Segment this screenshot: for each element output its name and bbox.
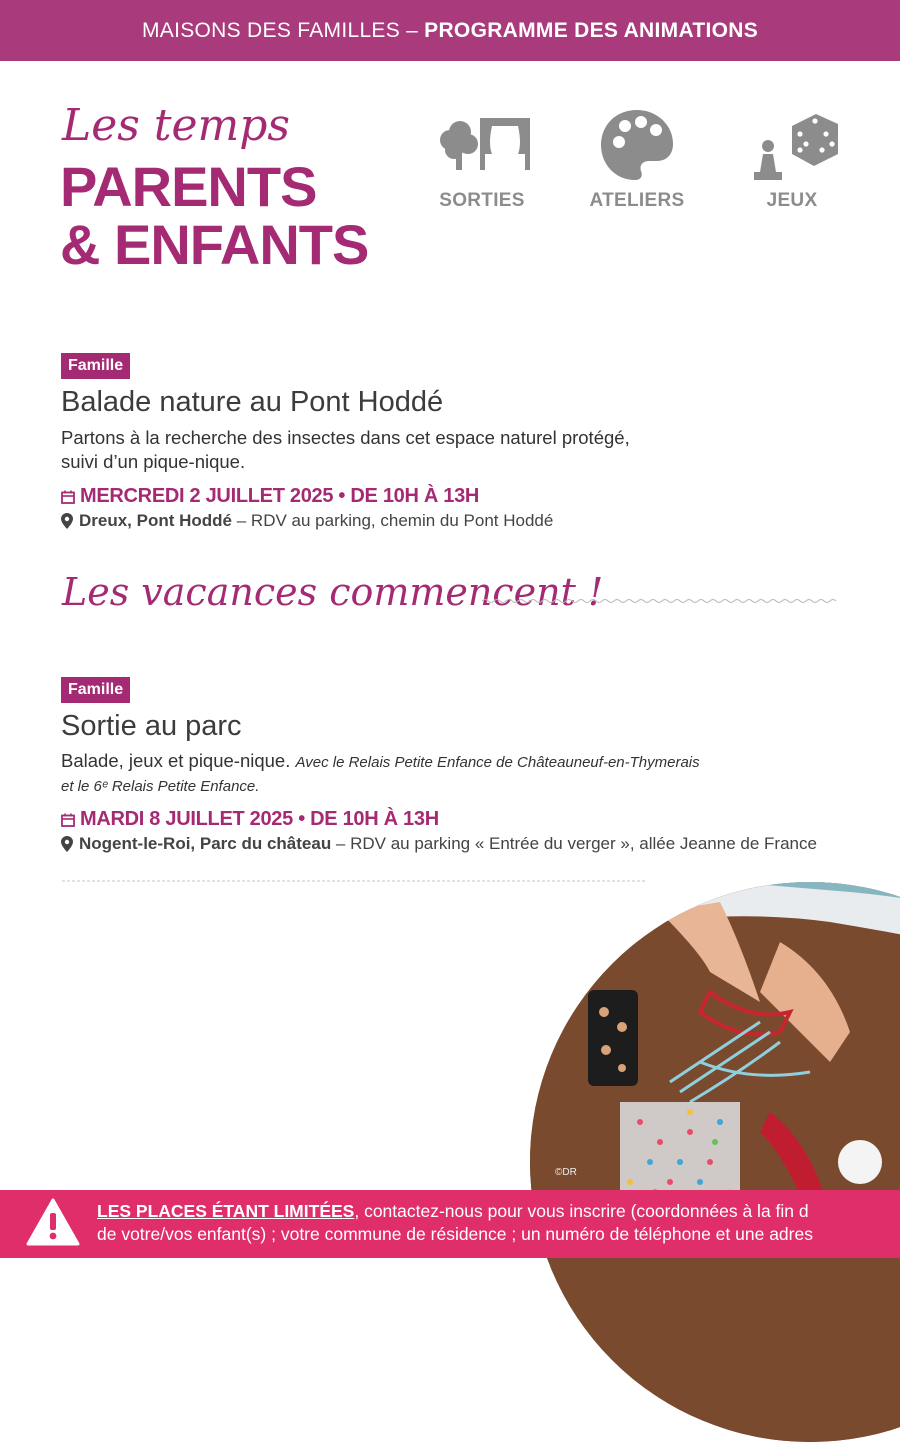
warning-banner [0, 1190, 900, 1258]
map-pin-icon [61, 836, 73, 852]
event-1-date [61, 485, 479, 508]
header-prefix: MAISONS DES FAMILLES – [141, 18, 419, 42]
event-1-description [61, 426, 821, 474]
event-2-title: Sortie au parc [61, 710, 242, 742]
event-divider [62, 876, 646, 886]
event-1-date-text: MERCREDI 2 JUILLET 2025 • DE 10H À 13H [80, 485, 480, 507]
map-pin-icon [61, 513, 73, 529]
section-title: Les vacances commencent ! [62, 570, 604, 614]
event-1-place: Dreux, Pont Hoddé [79, 511, 233, 530]
category-label-sorties: SORTIES [439, 190, 525, 211]
section-divider [482, 596, 840, 606]
bracelet-workshop-photo [530, 882, 900, 1442]
event-2-location [61, 834, 817, 854]
warning-line-2: de votre/vos enfant(s) ; votre commune de résidence ; un numéro de téléphone et une adres [97, 1224, 813, 1244]
event-1-location [61, 511, 553, 531]
category-sorties [422, 108, 542, 212]
category-label-ateliers: ATELIERS [589, 190, 685, 211]
event-1-desc-line-2: suivi d’un pique-nique. [61, 451, 246, 472]
hero-script-title: Les temps [62, 100, 291, 151]
event-2-badge: Famille [61, 677, 130, 703]
event-1-title: Balade nature au Pont Hoddé [61, 386, 444, 418]
warning-strong: LES PLACES ÉTANT LIMITÉES [97, 1201, 355, 1221]
warning-icon [26, 1198, 80, 1246]
calendar-icon [61, 490, 75, 504]
event-2-desc-italic: Avec le Relais Petite Enfance de Châteauneuf-en-Thymerais [295, 754, 700, 771]
hero-line-1: PARENTS [60, 155, 317, 218]
header-title: PROGRAMME DES ANIMATIONS [424, 18, 759, 42]
palette-icon [599, 108, 675, 182]
event-2-address: – RDV au parking « Entrée du verger », allée Jeanne de France [331, 834, 817, 853]
event-2-place: Nogent-le-Roi, Parc du château [79, 834, 332, 853]
pawn-dice-icon [742, 108, 842, 184]
category-ateliers [577, 108, 697, 212]
category-jeux [732, 108, 852, 212]
event-2-desc-italic-2: et le 6ᵉ Relais Petite Enfance. [61, 778, 260, 795]
calendar-icon [61, 813, 75, 827]
event-2-description [61, 749, 821, 799]
event-1-address: – RDV au parking, chemin du Pont Hoddé [232, 511, 554, 530]
craft-table-image [530, 882, 900, 1442]
header-bar [0, 0, 900, 61]
category-label-jeux: JEUX [766, 190, 818, 211]
event-1-badge: Famille [61, 353, 130, 379]
hero-main-title [60, 155, 369, 276]
tree-theater-icon [432, 108, 532, 174]
event-2-date [61, 808, 439, 831]
event-2-desc-main: Balade, jeux et pique-nique. [61, 750, 291, 771]
photo-credit: ©DR [555, 1167, 577, 1178]
warning-line-1: , contactez-nous pour vous inscrire (coordonnées à la fin d [354, 1201, 809, 1221]
event-2-date-text: MARDI 8 JUILLET 2025 • DE 10H À 13H [80, 808, 439, 830]
event-1-desc-line-1: Partons à la recherche des insectes dans cet espace naturel protégé, [61, 427, 630, 448]
warning-text [97, 1200, 813, 1246]
hero-line-2: & ENFANTS [60, 213, 369, 276]
